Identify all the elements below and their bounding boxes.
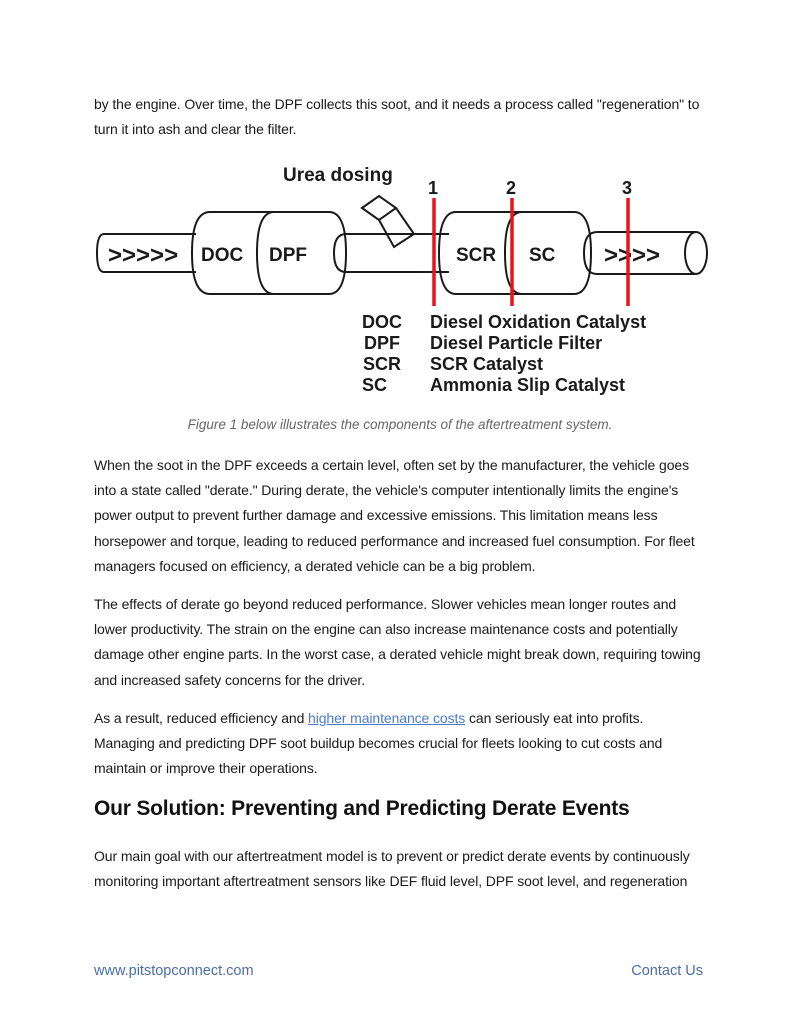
scr-label: SCR — [456, 245, 497, 266]
sensor-number-1: 1 — [428, 178, 439, 198]
legend-abbr: SC — [362, 375, 388, 395]
outlet-pipe-end — [685, 232, 707, 274]
effects-paragraph: The effects of derate go beyond reduced performance. Slower vehicles mean longer routes and lower productivity. The strain on the engine can also increase maintenance costs and potentially damage other engine parts. In the worst case, a derated vehicle might break down, requiring towing and increased safety concerns for the driver. — [94, 596, 701, 688]
result-text-after: can seriously eat into profits. Managing and predicting DPF soot buildup becomes crucial for fleets looking to cut costs and maintain or improve their operations. — [94, 710, 663, 777]
figure-caption: Figure 1 below illustrates the components of the aftertreatment system. — [187, 417, 613, 432]
legend-abbr: DPF — [364, 333, 400, 353]
solution-paragraph: Our main goal with our aftertreatment model is to prevent or predict derate events by continuously monitoring important aftertreatment sensors like DEF fluid level, DPF soot level, and regeneration — [94, 848, 690, 890]
middle-pipe — [334, 234, 449, 272]
legend-abbr: SCR — [363, 354, 402, 374]
aftertreatment-diagram — [94, 160, 714, 400]
intro-paragraph: by the engine. Over time, the DPF collects this soot, and it needs a process called "regeneration" to turn it into ash and clear the filter. — [94, 96, 700, 138]
maintenance-costs-link[interactable]: higher maintenance costs — [308, 710, 466, 726]
legend-desc: Diesel Oxidation Catalyst — [430, 312, 647, 332]
legend-desc: Diesel Particle Filter — [430, 333, 603, 353]
outlet-arrows: >>>> — [604, 242, 661, 269]
sensor-number-2: 2 — [506, 178, 517, 198]
doc-label: DOC — [201, 245, 244, 266]
section-heading: Our Solution: Preventing and Predicting Derate Events — [94, 797, 630, 820]
result-text-before: As a result, reduced efficiency and — [94, 710, 309, 726]
sc-label: SC — [529, 245, 556, 266]
sensor-number-3: 3 — [622, 178, 633, 198]
legend-desc: Ammonia Slip Catalyst — [430, 375, 626, 395]
legend-abbr: DOC — [362, 312, 402, 332]
inlet-arrows: >>>>> — [108, 242, 179, 269]
urea-dosing-label: Urea dosing — [283, 165, 393, 186]
footer-contact-link[interactable]: Contact Us — [631, 963, 703, 979]
legend-desc: SCR Catalyst — [430, 354, 544, 374]
result-paragraph — [94, 706, 706, 782]
diagram-legend — [362, 312, 646, 395]
urea-doser — [362, 196, 414, 247]
footer-website-link[interactable]: www.pitstopconnect.com — [94, 963, 254, 979]
dpf-label: DPF — [269, 245, 307, 266]
derate-paragraph: When the soot in the DPF exceeds a certain level, often set by the manufacturer, the vehicle goes into a state called "derate." During derate, the vehicle's computer intentionally limits the engine's power output to prevent further damage and excessive emissions. This limitation means less horsepower and torque, leading to reduced performance and increased fuel consumption. For fleet managers focused on efficiency, a derated vehicle can be a big problem. — [94, 457, 695, 574]
